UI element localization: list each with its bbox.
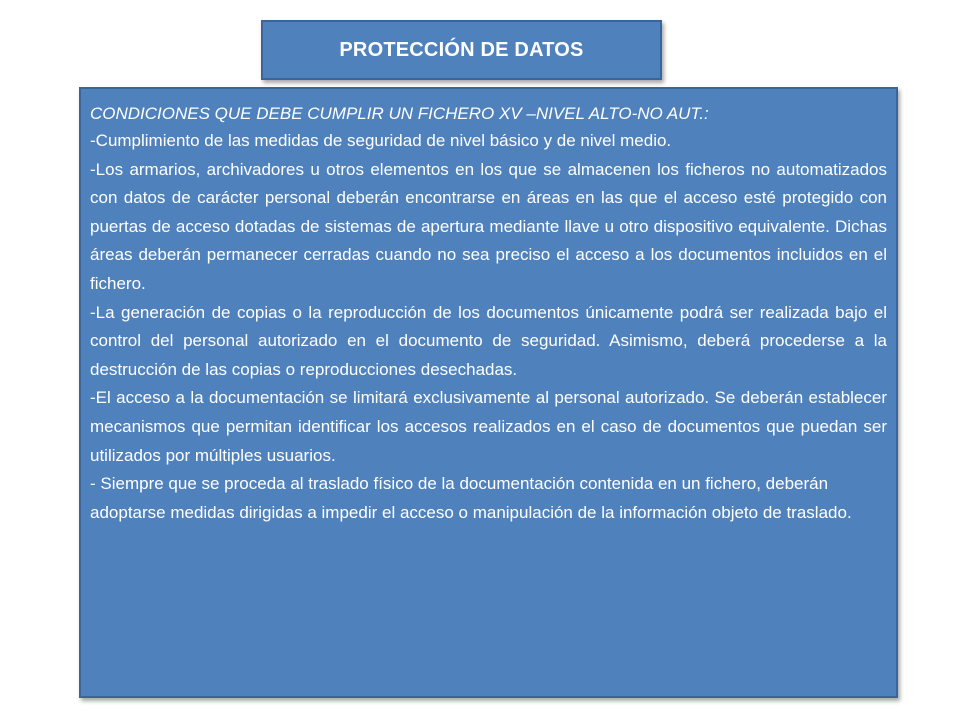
paragraph-physical-transfer: - Siempre que se proceda al traslado físico de la documentación contenida en un fichero, deberán adoptarse medidas dirigidas a impedir el acceso o manipulación de la información objeto de traslado.	[90, 474, 852, 522]
paragraph-copies: -La generación de copias o la reproducción de los documentos únicamente podrá ser realizada bajo el control del personal autorizado en el documento de seguridad. Asimismo, deberá procederse a la destrucción de las copias o reproducciones desechadas.	[90, 302, 887, 379]
slide-title: PROTECCIÓN DE DATOS	[339, 38, 584, 61]
paragraph-basic-medium-measures: -Cumplimiento de las medidas de seguridad de nivel básico y de nivel medio.	[90, 131, 672, 150]
title-box	[261, 20, 662, 80]
conditions-heading: CONDICIONES QUE DEBE CUMPLIR UN FICHERO XV –NIVEL ALTO-NO AUT.:	[90, 104, 709, 123]
content-box	[79, 87, 898, 698]
paragraph-access-control: -El acceso a la documentación se limitará exclusivamente al personal autorizado. Se deberán establecer mecanismos que permitan identificar los accesos realizados en el caso de documentos que puedan ser utilizados por múltiples usuarios.	[90, 388, 887, 465]
paragraph-storage-areas: -Los armarios, archivadores u otros elementos en los que se almacenen los ficheros no automatizados con datos de carácter personal deberán encontrarse en áreas en las que el acceso esté protegido con puertas de acceso dotadas de sistemas de apertura mediante llave u otro dispositivo equivalente. Dichas áreas deberán permanecer cerradas cuando no sea preciso el acceso a los documentos incluidos en el fichero.	[90, 159, 887, 293]
